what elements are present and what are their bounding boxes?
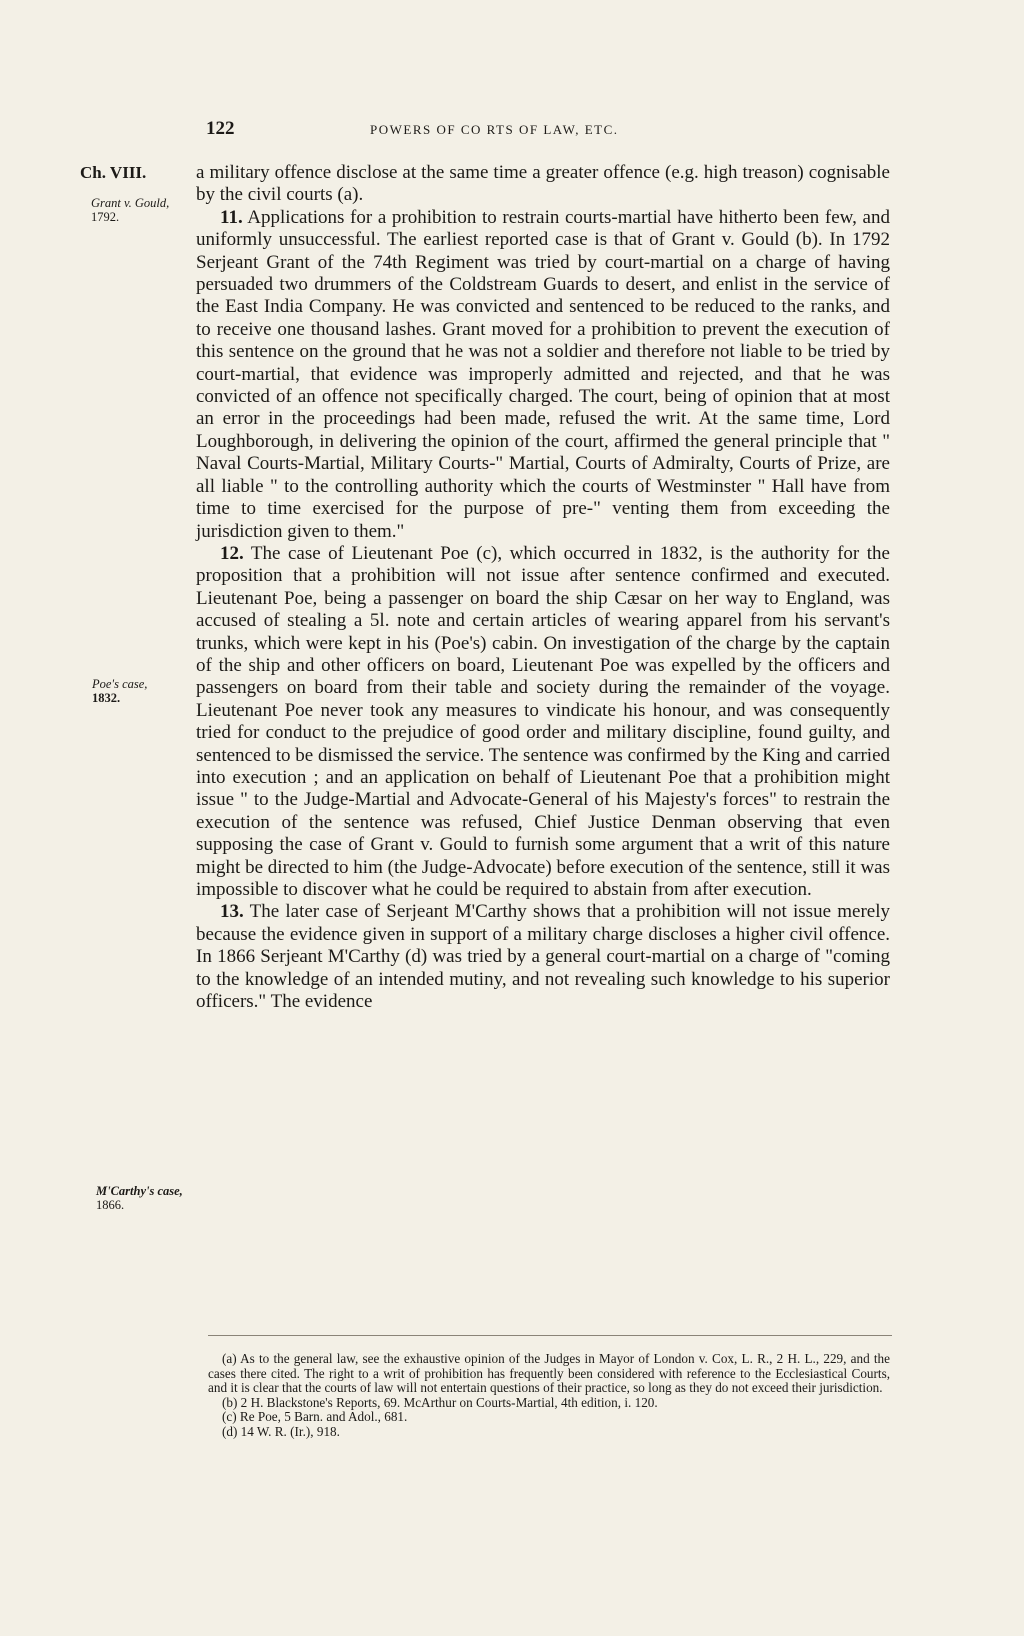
footnote-b: (b) 2 H. Blackstone's Reports, 69. McArthur on Courts-Martial, 4th edition, i. 120. [222, 1394, 658, 1410]
running-head: POWERS OF CO RTS OF LAW, ETC. [370, 122, 619, 137]
margin-mcarthy-year: 1866. [96, 1198, 125, 1212]
paragraph-number: 11. [220, 206, 243, 228]
paragraph-continuation: a military offence disclose at the same time a greater offence (e.g. high treason) cognisable by the civil courts (a). [196, 162, 890, 206]
paragraph-text: Applications for a prohibition to restrain courts-martial have hitherto been few, and uniformly unsuccessful. The earliest reported case is that of Grant v. Gould (b). In 1792 Serjeant Grant of the 74th Regiment was tried by court-martial on a charge of having persuaded two drummers of the Coldstream Guards to desert, and enlist in the service of the East India Company. He was convicted and sentenced to be reduced to the ranks, and to receive one thousand lashes. Grant moved for a prohibition to prevent the execution of this sentence on the ground that he was not a soldier and therefore not liable to be tried by court-martial, that evidence was improperly admitted and rejected, and that he was convicted of an offence not specifically charged. The court, being of opinion that at most an error in the proceedings had been made, refused the writ. At the same time, Lord Loughborough, in delivering the opinion of the court, affirmed the general principle that " Naval Courts-Martial, Military Courts-" Martial, Courts of Admiralty, Courts of Prize, are all liable " to the controlling authority which the courts of Westminster " Hall have from time to time exercised for the purpose of pre-" venting them from exceeding the jurisdiction given to them." [196, 206, 890, 542]
margin-grant-year: 1792. [91, 210, 120, 224]
paragraph-number: 12. [220, 542, 244, 564]
margin-chapter: Ch. VIII. [80, 163, 147, 182]
paragraph-number: 13. [220, 901, 244, 923]
page-number: 122 [206, 118, 235, 139]
margin-grant-case: Grant v. Gould, [91, 196, 170, 210]
footnote-d: (d) 14 W. R. (Ir.), 918. [222, 1423, 340, 1439]
footnotes [208, 1352, 890, 1440]
page-header [206, 118, 886, 146]
footnote-c: (c) Re Poe, 5 Barn. and Adol., 681. [222, 1409, 408, 1425]
body-text [196, 162, 890, 1013]
margin-note-mcarthy [96, 1184, 183, 1212]
paragraph-13 [196, 901, 890, 1013]
margin-poe-case: Poe's case, [92, 677, 148, 691]
paragraph-11 [196, 207, 890, 543]
margin-mcarthy-case: M'Carthy's case, [96, 1184, 183, 1198]
paragraph-12 [196, 543, 890, 902]
footnote-divider [208, 1335, 892, 1336]
margin-note-grant [91, 196, 169, 224]
paragraph-text: The case of Lieutenant Poe (c), which occurred in 1832, is the authority for the proposition that a prohibition will not issue after sentence confirmed and executed. Lieutenant Poe, being a passenger on board the ship Cæsar on her way to England, was accused of stealing a 5l. note and certain articles of wearing apparel from his servant's trunks, which were kept in his (Poe's) cabin. On investigation of the charge by the captain of the ship and other officers on board, Lieutenant Poe was expelled by the officers and passengers on board from their table and society during the remainder of the voyage. Lieutenant Poe never took any measures to vindicate his honour, and was consequently tried for conduct to the prejudice of good order and military discipline, found guilty, and sentenced to be dismissed the service. The sentence was confirmed by the King and carried into execution ; and an application on behalf of Lieutenant Poe that a prohibition might issue " to the Judge-Martial and Advocate-General of his Majesty's forces" to restrain the execution of the sentence was refused, Chief Justice Denman observing that even supposing the case of Grant v. Gould to furnish some argument that a writ of this nature might be directed to him (the Judge-Advocate) before execution of the sentence, still it was impossible to discover what he could be required to abstain from after execution. [196, 542, 890, 900]
margin-poe-year: 1832. [92, 691, 121, 705]
margin-note-poe [92, 677, 147, 705]
paragraph-text: The later case of Serjeant M'Carthy shows that a prohibition will not issue merely because the evidence given in support of a military charge discloses a higher civil offence. In 1866 Serjeant M'Carthy (d) was tried by a general court-martial on a charge of "coming to the knowledge of an intended mutiny, and not revealing such knowledge to his superior officers." The evidence [196, 901, 890, 1013]
footnote-a: (a) As to the general law, see the exhaustive opinion of the Judges in Mayor of London v. Cox, L. R., 2 H. L., 229, and the cases there cited. The right to a writ of prohibition has frequently been considered with reference to the Ecclesiastical Courts, and it is clear that the courts of law will not entertain questions of their practice, so long as they do not exceed their jurisdiction. [208, 1351, 890, 1396]
